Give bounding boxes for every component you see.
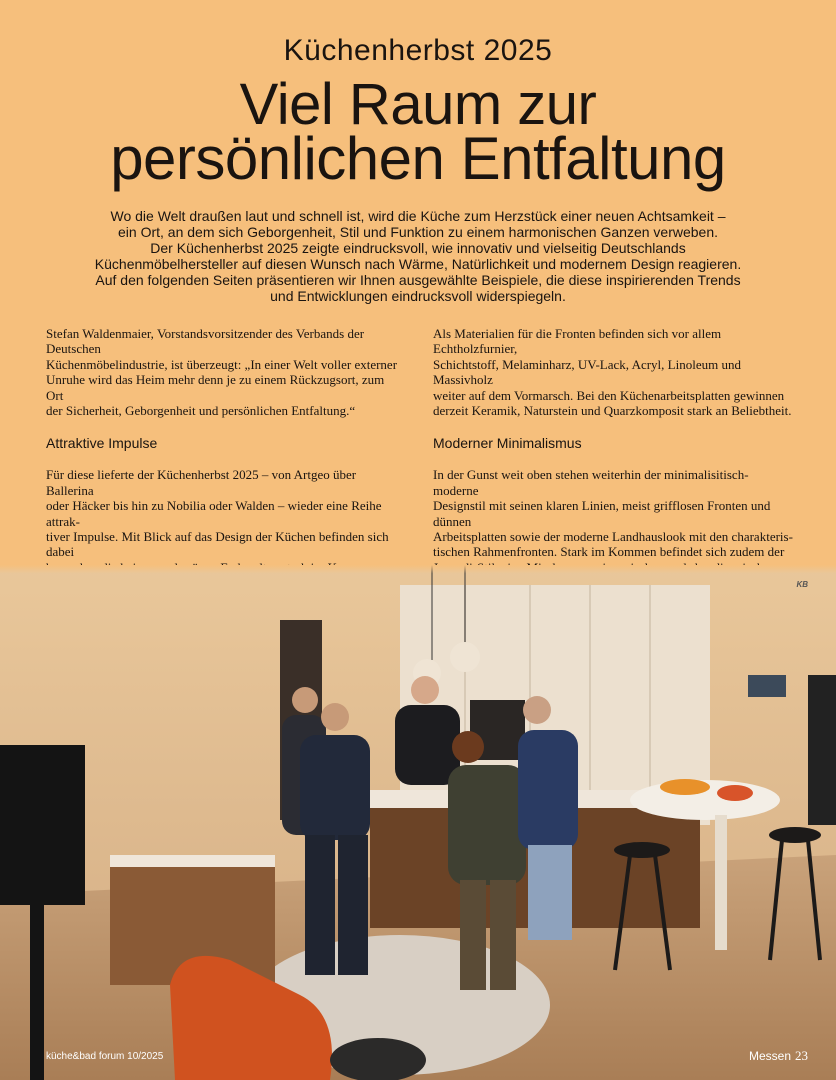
title-line-2: persönlichen Entfaltung [110,125,726,192]
text-line: oder Häcker bis hin zu Nobilia oder Walden – wieder eine Reihe attrak- [46,498,382,529]
footer-publication: küche&bad forum 10/2025 [46,1051,164,1062]
left-intro [46,326,404,418]
lead-line: Wo die Welt draußen laut und schnell ist, wird die Küche zum Herzstück einer neuen Achtsamkeit – [110,208,726,224]
lead-line: Auf den folgenden Seiten präsentieren wir Ihnen ausgewählte Beispiele, die diese inspirierenden Trends [95,272,741,288]
lead-paragraph [48,208,788,304]
text-line: derzeit Keramik, Naturstein und Quarzkomposit stark an Beliebtheit. [433,403,792,419]
footer-page-info [749,1048,808,1064]
text-line: Stefan Waldenmaier, Vorstandsvorsitzender des Verbands der Deutschen [46,326,365,357]
text-line: der Sicherheit, Geborgenheit und persönlichen Entfaltung.“ [46,403,356,419]
text-line: Arbeitsplatten sowie der moderne Landhauslook mit den charakteris- [433,529,793,545]
kitchen-showroom-photo [0,565,836,1080]
text-line: Designstil mit seinen klaren Linien, meist grifflosen Fronten und dünnen [433,498,771,529]
text-line: tiver Impulse. Mit Blick auf das Design der Küchen befinden sich dabei [46,529,389,560]
subhead-attraktive-impulse: Attraktive Impulse [46,435,158,452]
page-number: 23 [795,1048,808,1063]
lead-line: Der Küchenherbst 2025 zeigte eindrucksvoll, wie innovativ und vielseitig Deutschlands [150,240,686,256]
text-line: In der Gunst weit oben stehen weiterhin der minimalisitisch-moderne [433,467,749,498]
subhead-moderner-minimalismus: Moderner Minimalismus [433,435,582,452]
text-line: tischen Rahmenfronten. Stark im Kommen befindet sich zudem der [433,544,785,560]
text-line: Unruhe wird das Heim mehr denn je zu einem Rückzugsort, zum Ort [46,372,385,403]
text-line: Als Materialien für die Fronten befinden sich vor allem Echtholzfurnier, [433,326,722,357]
lead-line: und Entwicklungen eindrucksvoll widerspiegeln. [270,288,566,304]
photo-credit: KB [796,580,808,589]
footer-section: Messen [748,1049,791,1063]
text-line: Für diese lieferte der Küchenherbst 2025 – von Artgeo über Ballerina [46,467,357,498]
text-line: Küchenmöbelindustrie, ist überzeugt: „In einer Welt voller externer [46,356,398,372]
kicker: Küchenherbst 2025 [283,34,553,67]
title-line-1: Viel Raum zur [239,72,597,137]
text-line: weiter auf dem Vormarsch. Bei den Küchenarbeitsplatten gewinnen [433,387,785,403]
lead-line: ein Ort, an dem sich Geborgenheit, Stil und Funktion zu einem harmonischen Ganzen verweben. [118,224,718,240]
right-intro [433,326,793,418]
text-line: Schichtstoff, Melaminharz, UV-Lack, Acryl, Linoleum und Massivholz [433,356,741,388]
page-title [0,72,836,192]
lead-line: Küchenmöbelhersteller auf diesen Wunsch nach Wärme, Natürlichkeit und modernem Design reagieren. [94,256,742,272]
